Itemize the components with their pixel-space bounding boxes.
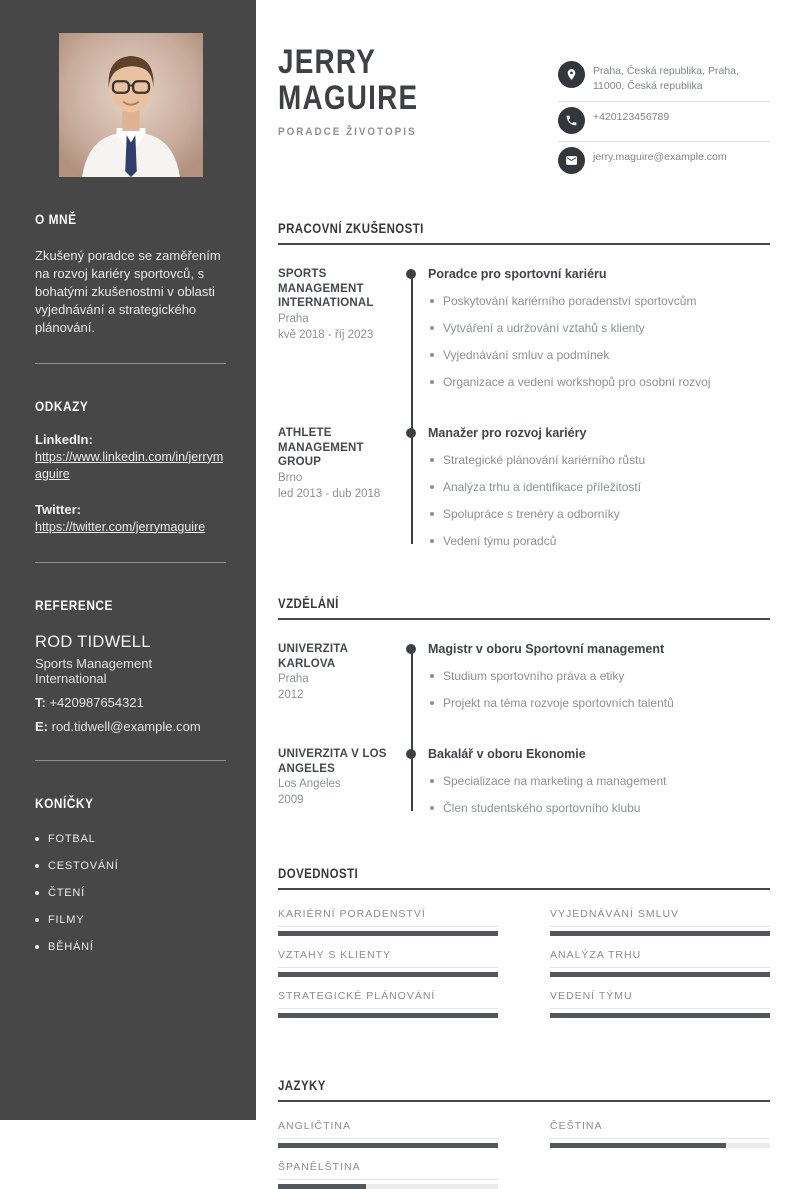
- skill-bar-fill: [278, 931, 498, 936]
- entry-details: [428, 642, 770, 711]
- entry-dates: 2012: [278, 689, 304, 702]
- phone-prefix: T:: [35, 695, 46, 711]
- last-name: MAGUIRE: [278, 79, 419, 118]
- contact-row: [558, 142, 770, 181]
- skill-item: [278, 949, 498, 977]
- section-skills: [278, 866, 770, 1018]
- section-rule: [278, 1100, 770, 1102]
- education-timeline: [278, 642, 770, 816]
- entry-location: Brno: [278, 471, 303, 484]
- skill-bar-fill: [278, 972, 498, 977]
- timeline-dot: [406, 269, 416, 279]
- contact-row: [558, 102, 770, 142]
- entry-details: [428, 747, 770, 816]
- section-rule: [278, 618, 770, 620]
- link-label: LinkedIn:: [35, 431, 93, 447]
- entry-bullet: Strategické plánování kariérního růstu: [428, 453, 770, 468]
- timeline-dot: [406, 644, 416, 654]
- entry-bullet: Vyjednávání smluv a podmínek: [428, 348, 770, 363]
- entry-title: Bakalář v oboru Ekonomie: [428, 747, 586, 762]
- language-label: ANGLIČTINA: [278, 1120, 498, 1139]
- skill-bar-fill: [550, 1013, 770, 1018]
- link-item: [35, 432, 226, 484]
- skill-bar-track: [550, 1013, 770, 1018]
- entry-title: Magistr v oboru Sportovní management: [428, 642, 665, 657]
- section-education: [278, 596, 770, 816]
- skill-bar-track: [278, 1013, 498, 1018]
- entry-dates: led 2013 - dub 2018: [278, 487, 381, 500]
- links-list: [35, 432, 226, 537]
- timeline-entry: [278, 267, 770, 390]
- skill-bar-track: [278, 931, 498, 936]
- hobby-item: ČTENÍ: [35, 887, 226, 899]
- skill-item: [278, 908, 498, 936]
- entry-dates: 2009: [278, 794, 304, 807]
- contact-row: [558, 56, 770, 102]
- entry-details: [428, 267, 770, 390]
- language-bar-fill: [278, 1143, 498, 1148]
- language-label: ŠPANĚLŠTINA: [278, 1161, 498, 1180]
- entry-details: [428, 426, 770, 549]
- entry-organization: UNIVERZITA V LOS ANGELES: [278, 748, 387, 775]
- link-item: [35, 502, 226, 537]
- entry-bullet: Spolupráce s trenéry a odborníky: [428, 507, 770, 522]
- skill-bar-track: [550, 972, 770, 977]
- hobby-item: FOTBAL: [35, 833, 226, 845]
- phone-icon: [558, 107, 585, 134]
- entry-location: Praha: [278, 312, 309, 325]
- entry-bullets: [428, 453, 770, 549]
- skill-item: [550, 990, 770, 1018]
- about-heading: O MNĚ: [35, 211, 77, 227]
- hobby-item: CESTOVÁNÍ: [35, 860, 226, 872]
- contact-text: +420123456789: [593, 111, 670, 124]
- reference-phone: T: +420987654321: [35, 695, 144, 711]
- entry-bullet: Projekt na téma rozvoje sportovních talentů: [428, 696, 770, 711]
- language-bar-track: [278, 1184, 498, 1189]
- timeline-marker: [396, 642, 428, 711]
- education-heading: VZDĚLÁNÍ: [278, 596, 339, 612]
- entry-bullets: [428, 774, 770, 816]
- profile-photo: [59, 33, 203, 177]
- entry-bullet: Člen studentského sportovního klubu: [428, 801, 770, 816]
- reference-name: ROD TIDWELL: [35, 633, 151, 652]
- language-bar-fill: [278, 1184, 366, 1189]
- entry-bullets: [428, 294, 770, 390]
- entry-bullet: Vytváření a udržování vztahů s klienty: [428, 321, 770, 336]
- entry-meta: [278, 642, 396, 711]
- location-icon: [558, 61, 585, 88]
- language-bar-track: [278, 1143, 498, 1148]
- skill-item: [550, 908, 770, 936]
- hobbies-heading: KONÍČKY: [35, 795, 94, 812]
- entry-bullet: Vedení týmu poradců: [428, 534, 770, 549]
- link-url[interactable]: https://twitter.com/jerrymaguire: [35, 519, 206, 534]
- entry-organization: SPORTS MANAGEMENT INTERNATIONAL: [278, 268, 374, 310]
- skill-label: VYJEDNÁVÁNÍ SMLUV: [550, 908, 770, 927]
- section-languages: [278, 1078, 770, 1189]
- languages-grid: [278, 1120, 770, 1189]
- timeline-marker: [396, 426, 428, 549]
- language-label: ČEŠTINA: [550, 1120, 770, 1139]
- contact-list: [558, 56, 770, 181]
- experience-timeline: [278, 267, 770, 549]
- reference-heading: REFERENCE: [35, 597, 113, 614]
- skill-item: [278, 990, 498, 1018]
- entry-bullet: Poskytování kariérního poradenství sportovcům: [428, 294, 770, 309]
- entry-bullet: Analýza trhu a identifikace příležitostí: [428, 480, 770, 495]
- skill-label: KARIÉRNÍ PORADENSTVÍ: [278, 908, 498, 927]
- skill-bar-fill: [278, 1013, 498, 1018]
- links-heading: ODKAZY: [35, 397, 89, 414]
- first-name: JERRY: [278, 43, 377, 81]
- entry-dates: kvě 2018 - říj 2023: [278, 328, 374, 341]
- portrait-illustration: [59, 33, 203, 177]
- entry-organization: ATHLETE MANAGEMENT GROUP: [278, 427, 364, 469]
- sidebar: [0, 0, 256, 1120]
- skill-label: STRATEGICKÉ PLÁNOVÁNÍ: [278, 990, 498, 1009]
- timeline-dot: [406, 749, 416, 759]
- languages-heading: JAZYKY: [278, 1078, 326, 1094]
- skill-bar-fill: [550, 972, 770, 977]
- reference-company: Sports Management International: [35, 656, 153, 687]
- header: [278, 44, 770, 181]
- link-url[interactable]: https://www.linkedin.com/in/jerrymaguire: [35, 449, 224, 482]
- section-rule: [278, 243, 770, 245]
- skill-bar-track: [550, 931, 770, 936]
- sidebar-divider: [35, 760, 226, 761]
- hobby-item: FILMY: [35, 914, 226, 926]
- email-prefix: E:: [35, 719, 48, 735]
- experience-heading: PRACOVNÍ ZKUŠENOSTI: [278, 221, 424, 237]
- entry-bullet: Organizace a vedení workshopů pro osobní rozvoj: [428, 375, 770, 390]
- entry-bullets: [428, 669, 770, 711]
- skill-item: [550, 949, 770, 977]
- language-bar-track: [550, 1143, 770, 1148]
- entry-bullet: Studium sportovního práva a etiky: [428, 669, 770, 684]
- language-item: [550, 1120, 770, 1148]
- skill-bar-track: [278, 972, 498, 977]
- contact-text: jerry.maguire@example.com: [593, 151, 727, 164]
- entry-title: Poradce pro sportovní kariéru: [428, 267, 607, 282]
- contact-text: Praha, Česká republika, Praha, 11000, Česká republika: [593, 65, 739, 93]
- reference-email: E: rod.tidwell@example.com: [35, 719, 201, 735]
- entry-location: Praha: [278, 673, 309, 686]
- about-text: Zkušený poradce se zaměřením na rozvoj kariéry sportovců, s bohatými zkušenostmi v oblasti vyjednávání a strategického plánování.: [35, 248, 221, 335]
- entry-bullet: Specializace na marketing a management: [428, 774, 770, 789]
- timeline-marker: [396, 747, 428, 816]
- skills-grid: [278, 908, 770, 1018]
- hobby-item: BĚHÁNÍ: [35, 941, 226, 953]
- main-content: [256, 0, 794, 1174]
- entry-location: Los Angeles: [278, 778, 341, 791]
- sidebar-divider: [35, 562, 226, 563]
- hobbies-list: [35, 833, 226, 953]
- email-icon: [558, 147, 585, 174]
- timeline-marker: [396, 267, 428, 390]
- entry-organization: UNIVERZITA KARLOVA: [278, 643, 348, 670]
- skill-label: VEDENÍ TÝMU: [550, 990, 770, 1009]
- page-title: [278, 44, 418, 117]
- timeline-entry: [278, 426, 770, 549]
- entry-meta: [278, 747, 396, 816]
- entry-title: Manažer pro rozvoj kariéry: [428, 426, 587, 441]
- job-subtitle: PORADCE ŽIVOTOPIS: [278, 125, 417, 138]
- timeline-dot: [406, 428, 416, 438]
- entry-meta: [278, 267, 396, 390]
- name-block: [278, 44, 449, 181]
- language-item: [278, 1120, 498, 1148]
- section-rule: [278, 888, 770, 890]
- skill-bar-fill: [550, 931, 770, 936]
- link-label: Twitter:: [35, 501, 81, 517]
- skills-heading: DOVEDNOSTI: [278, 866, 359, 882]
- timeline-entry: [278, 747, 770, 816]
- timeline-entry: [278, 642, 770, 711]
- sidebar-divider: [35, 363, 226, 364]
- skill-label: VZTAHY S KLIENTY: [278, 949, 498, 968]
- entry-meta: [278, 426, 396, 549]
- section-experience: [278, 221, 770, 549]
- language-item: [278, 1161, 498, 1189]
- language-bar-fill: [550, 1143, 726, 1148]
- skill-label: ANALÝZA TRHU: [550, 949, 770, 968]
